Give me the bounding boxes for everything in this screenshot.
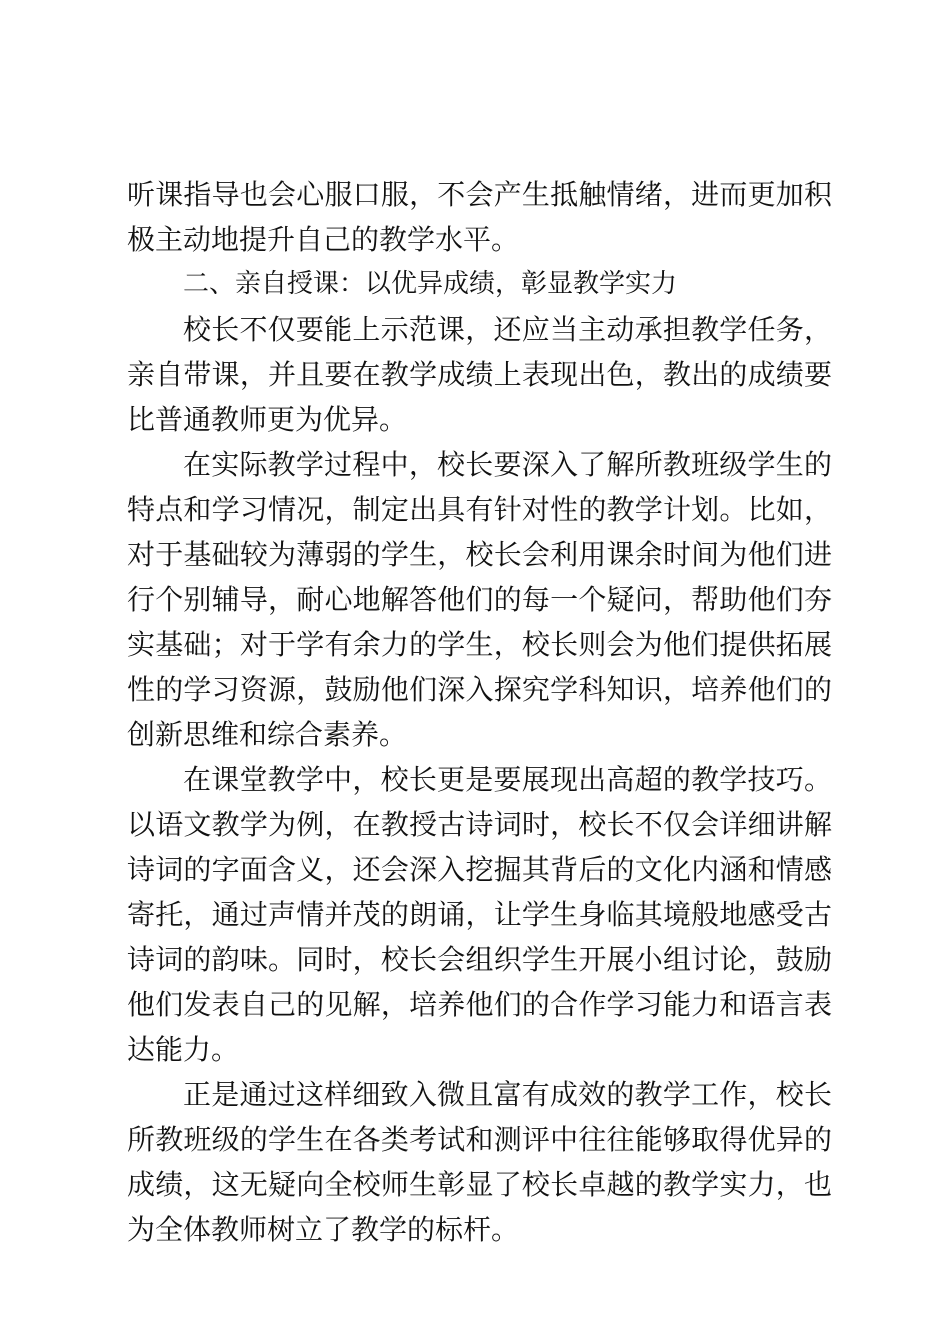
paragraph-continuation: 听课指导也会心服口服，不会产生抵触情绪，进而更加积极主动地提升自己的教学水平。	[127, 178, 832, 256]
paragraph: 校长不仅要能上示范课，还应当主动承担教学任务，亲自带课，并且要在教学成绩上表现出色，教出的成绩要比普通教师更为优异。	[127, 313, 832, 436]
paragraph: 正是通过这样细致入微且富有成效的教学工作，校长所教班级的学生在各类考试和测评中往往能够取得优异的成绩，这无疑向全校师生彰显了校长卓越的教学实力，也为全体教师树立了教学的标杆。	[127, 1078, 832, 1246]
paragraph: 在实际教学过程中，校长要深入了解所教班级学生的特点和学习情况，制定出具有针对性的教学计划。比如，对于基础较为薄弱的学生，校长会利用课余时间为他们进行个别辅导，耐心地解答他们的每一个疑问，帮助他们夯实基础；对于学有余力的学生，校长则会为他们提供拓展性的学习资源，鼓励他们深入探究学科知识，培养他们的创新思维和综合素养。	[127, 448, 832, 751]
paragraph: 在课堂教学中，校长更是要展现出高超的教学技巧。以语文教学为例，在教授古诗词时，校长不仅会详细讲解诗词的字面含义，还会深入挖掘其背后的文化内涵和情感寄托，通过声情并茂的朗诵，让学生身临其境般地感受古诗词的韵味。同时，校长会组织学生开展小组讨论，鼓励他们发表自己的见解，培养他们的合作学习能力和语言表达能力。	[127, 763, 832, 1066]
section-heading: 二、亲自授课：以优异成绩，彰显教学实力	[183, 269, 678, 299]
document-body	[127, 172, 832, 1252]
